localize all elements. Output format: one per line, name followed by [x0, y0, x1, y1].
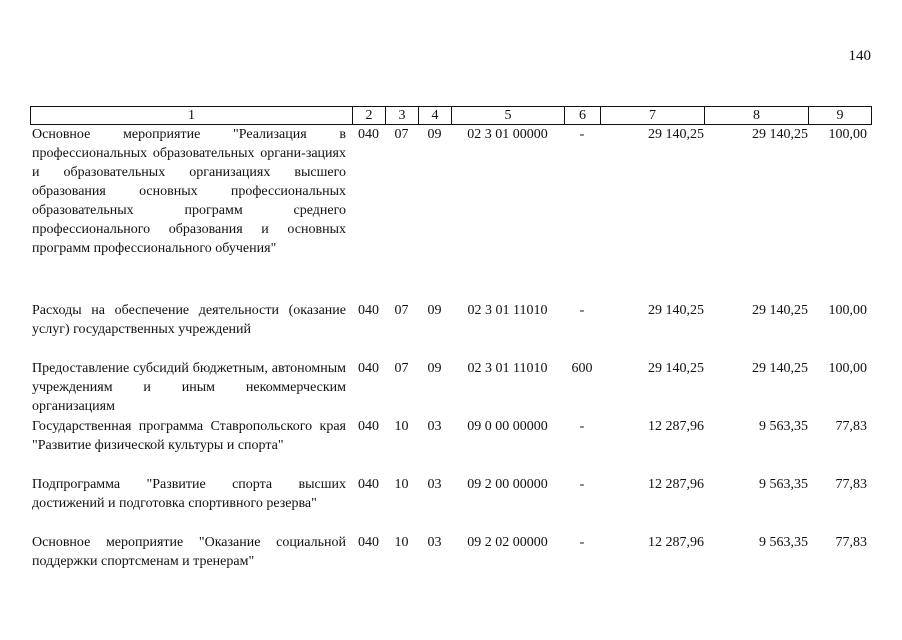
row-col-4: 03 [427, 419, 442, 434]
row-col-7: 12 287,96 [648, 477, 704, 492]
row-col-6: 600 [571, 361, 593, 376]
row-col-7: 29 140,25 [648, 127, 704, 142]
table-header [30, 106, 872, 125]
row-col-4: 09 [427, 361, 442, 376]
row-col-6: - [579, 303, 585, 318]
row-name: Государственная программа Ставропольского края "Развитие физической культуры и спорта" [32, 419, 346, 453]
header-col-2: 2 [353, 107, 386, 125]
row-col-8: 9 563,35 [759, 477, 808, 492]
row-col-3: 07 [394, 303, 409, 318]
row-col-9: 77,83 [835, 477, 867, 492]
row-name: Основное мероприятие "Реализация в профессиональных образовательных органи-зациях и образовательных организациях высшего образования основных профессиональных образовательных программ среднего профессионального образования и основных программ профессионального обучения" [32, 127, 346, 256]
row-name: Основное мероприятие "Оказание социальной поддержки спортсменам и тренерам" [32, 535, 346, 569]
row-col-9: 100,00 [828, 303, 867, 318]
row-col-6: - [579, 535, 585, 550]
page-number: 140 [848, 48, 871, 64]
header-col-9: 9 [809, 107, 872, 125]
row-col-3: 07 [394, 127, 409, 142]
row-col-3: 07 [394, 361, 409, 376]
row-col-8: 9 563,35 [759, 535, 808, 550]
row-col-2: 040 [358, 535, 379, 550]
row-col-3: 10 [394, 477, 409, 492]
row-col-6: - [579, 419, 585, 434]
row-col-8: 29 140,25 [752, 127, 808, 142]
row-col-3: 10 [394, 419, 409, 434]
row-col-2: 040 [358, 127, 379, 142]
header-col-4: 4 [419, 107, 452, 125]
row-col-7: 12 287,96 [648, 535, 704, 550]
row-col-5: 02 3 01 11010 [467, 361, 548, 376]
header-row [31, 107, 872, 125]
row-col-4: 09 [427, 303, 442, 318]
row-col-3: 10 [394, 535, 409, 550]
row-col-4: 09 [427, 127, 442, 142]
row-col-5: 02 3 01 00000 [467, 127, 548, 142]
header-col-7: 7 [601, 107, 705, 125]
row-col-2: 040 [358, 361, 379, 376]
row-col-9: 77,83 [835, 419, 867, 434]
row-col-4: 03 [427, 535, 442, 550]
row-col-7: 29 140,25 [648, 303, 704, 318]
row-col-7: 12 287,96 [648, 419, 704, 434]
header-col-1: 1 [31, 107, 353, 125]
row-col-4: 03 [427, 477, 442, 492]
row-col-5: 09 2 02 00000 [467, 535, 548, 550]
header-col-5: 5 [452, 107, 565, 125]
row-col-2: 040 [358, 477, 379, 492]
row-name: Предоставление субсидий бюджетным, автономным учреждениям и иным некоммерческим организациям [32, 361, 346, 414]
row-col-5: 02 3 01 11010 [467, 303, 548, 318]
row-col-8: 9 563,35 [759, 419, 808, 434]
row-col-5: 09 0 00 00000 [467, 419, 548, 434]
row-col-5: 09 2 00 00000 [467, 477, 548, 492]
row-name: Расходы на обеспечение деятельности (оказание услуг) государственных учреждений [32, 303, 346, 337]
row-col-2: 040 [358, 303, 379, 318]
header-col-6: 6 [565, 107, 601, 125]
row-col-9: 100,00 [828, 361, 867, 376]
header-col-3: 3 [386, 107, 419, 125]
row-col-9: 100,00 [828, 127, 867, 142]
row-col-6: - [579, 127, 585, 142]
row-col-8: 29 140,25 [752, 361, 808, 376]
header-col-8: 8 [705, 107, 809, 125]
row-col-7: 29 140,25 [648, 361, 704, 376]
row-col-6: - [579, 477, 585, 492]
row-name: Подпрограмма "Развитие спорта высших достижений и подготовка спортивного резерва" [32, 477, 346, 511]
row-col-8: 29 140,25 [752, 303, 808, 318]
row-col-9: 77,83 [835, 535, 867, 550]
row-col-2: 040 [358, 419, 379, 434]
